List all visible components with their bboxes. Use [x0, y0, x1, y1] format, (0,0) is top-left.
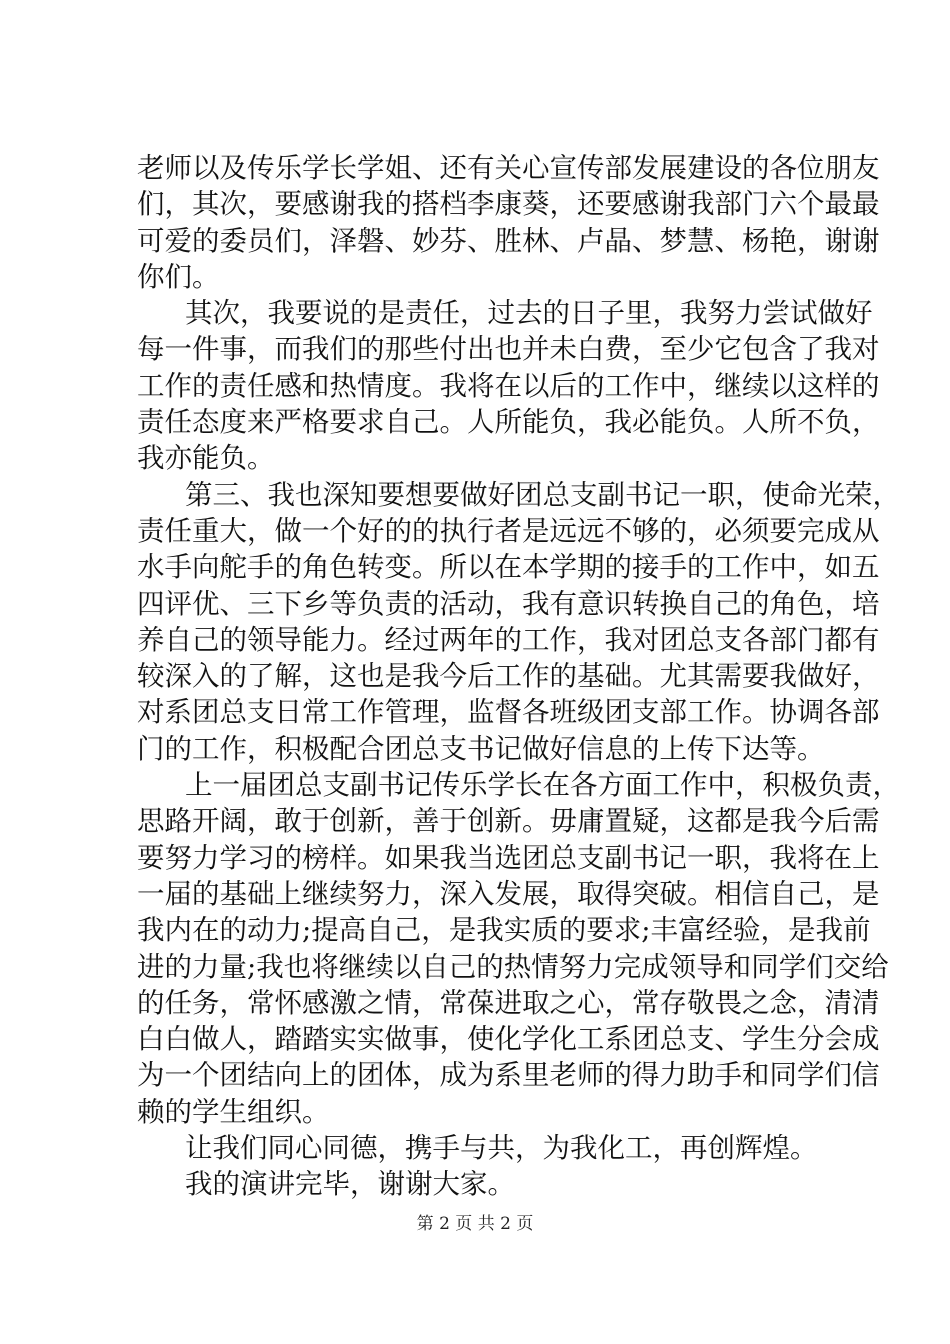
- text-line: 思路开阔，敢于创新，善于创新。毋庸置疑，这都是我今后需: [137, 805, 880, 838]
- text-line: 养自己的领导能力。经过两年的工作，我对团总支各部门都有: [137, 623, 880, 656]
- text-line: 上一届团总支副书记传乐学长在各方面工作中，积极负责，: [185, 769, 900, 802]
- text-line: 赖的学生组织。: [137, 1095, 330, 1128]
- text-line: 让我们同心同德，携手与共，为我化工，再创辉煌。: [185, 1132, 818, 1165]
- text-line: 水手向舵手的角色转变。所以在本学期的接手的工作中，如五: [137, 551, 880, 584]
- text-line: 责任态度来严格要求自己。人所能负，我必能负。人所不负，: [137, 406, 880, 439]
- text-line: 一届的基础上继续努力，深入发展，取得突破。相信自己，是: [137, 877, 880, 910]
- text-line: 老师以及传乐学长学姐、还有关心宣传部发展建设的各位朋友: [137, 152, 880, 184]
- text-line: 你们。: [137, 260, 220, 293]
- text-line: 门的工作，积极配合团总支书记做好信息的上传下达等。: [137, 732, 825, 765]
- text-line: 我的演讲完毕，谢谢大家。: [185, 1168, 515, 1201]
- text-line: 的任务，常怀感激之情，常葆进取之心，常存敬畏之念，清清: [137, 986, 880, 1019]
- text-line: 责任重大，做一个好的的执行者是远远不够的，必须要完成从: [137, 514, 880, 547]
- text-line: 其次，我要说的是责任，过去的日子里，我努力尝试做好: [185, 297, 873, 330]
- text-line: 可爱的委员们，泽磐、妙芬、胜林、卢晶、梦慧、杨艳，谢谢: [137, 224, 880, 257]
- text-line: 较深入的了解，这也是我今后工作的基础。尤其需要我做好，: [137, 660, 880, 693]
- text-line: 工作的责任感和热情度。我将在以后的工作中，继续以这样的: [137, 369, 880, 402]
- text-line: 我内在的动力;提高自己，是我实质的要求;丰富经验，是我前: [137, 914, 871, 947]
- text-line: 进的力量;我也将继续以自己的热情努力完成领导和同学们交给: [137, 950, 889, 983]
- text-line: 我亦能负。: [137, 442, 275, 475]
- text-line: 白白做人，踏踏实实做事，使化学化工系团总支、学生分会成: [137, 1023, 880, 1056]
- text-line: 要努力学习的榜样。如果我当选团总支副书记一职，我将在上: [137, 841, 880, 874]
- page-footer: 第 2 页 共 2 页: [416, 1214, 534, 1234]
- text-line: 第三、我也深知要想要做好团总支副书记一职，使命光荣，: [185, 478, 900, 511]
- text-line: 们，其次，要感谢我的搭档李康葵，还要感谢我部门六个最最: [137, 188, 880, 221]
- text-line: 对系团总支日常工作管理，监督各班级团支部工作。协调各部: [137, 696, 880, 729]
- text-line: 每一件事，而我们的那些付出也并未白费，至少它包含了我对: [137, 333, 880, 366]
- text-line: 为一个团结向上的团体，成为系里老师的得力助手和同学们信: [137, 1059, 880, 1092]
- document-body: [137, 150, 900, 1203]
- text-line: 四评优、三下乡等负责的活动，我有意识转换自己的角色，培: [137, 587, 880, 620]
